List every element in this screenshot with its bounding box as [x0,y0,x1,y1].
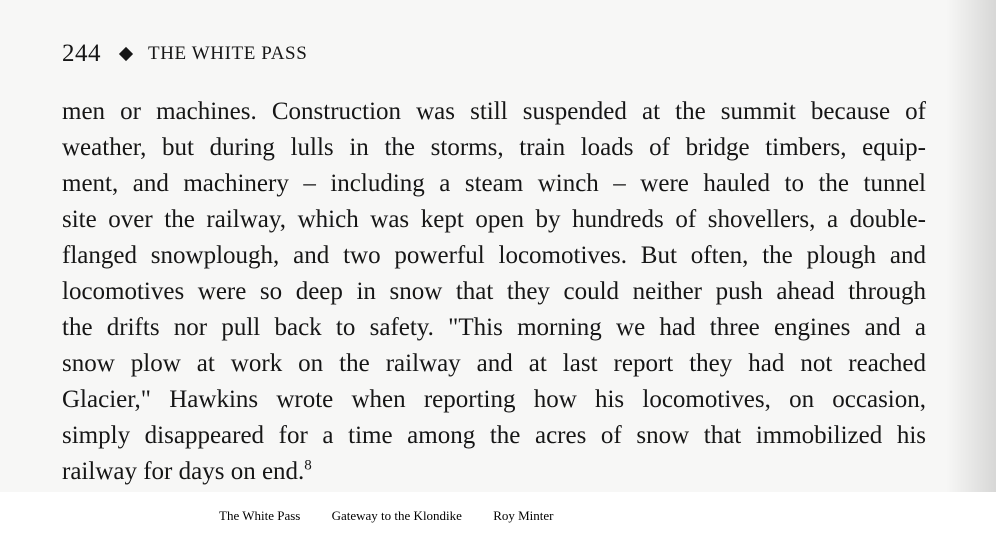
caption-book-subtitle: Gateway to the Klondike [331,508,462,523]
text-line: railway for days on end. [62,458,305,485]
text-line: men or machines. Construction was still suspended at the summit because of [62,98,926,125]
text-line: Glacier," Hawkins wrote when reporting how his locomotives, on occasion, [62,386,926,413]
text-line: weather, but during lulls in the storms, train loads of bridge timbers, equip- [62,134,926,161]
text-line: snow plow at work on the railway and at last report they had not reached [62,350,926,377]
page-edge-shadow [946,0,996,492]
text-line: locomotives were so deep in snow that they could neither push ahead through [62,278,926,305]
running-title: THE WHITE PASS [148,43,308,64]
text-line: site over the railway, which was kept open by hundreds of shovellers, a double- [62,206,926,233]
caption-book-title: The White Pass [219,508,301,523]
text-line: flanged snowplough, and two powerful locomotives. But often, the plough and [62,242,926,269]
text-line: ment, and machinery – including a steam winch – were hauled to the tunnel [62,170,926,197]
diamond-icon [119,47,133,61]
body-paragraph [62,94,926,490]
text-line: the drifts nor pull back to safety. "This morning we had three engines and a [62,314,926,341]
text-line: simply disappeared for a time among the acres of snow that immobilized his [62,422,926,449]
book-caption [219,508,554,524]
footnote-marker: 8 [304,457,312,474]
page-number: 244 [62,40,101,67]
running-head [62,40,307,68]
caption-author: Roy Minter [493,508,554,523]
text-line-last [62,454,926,490]
